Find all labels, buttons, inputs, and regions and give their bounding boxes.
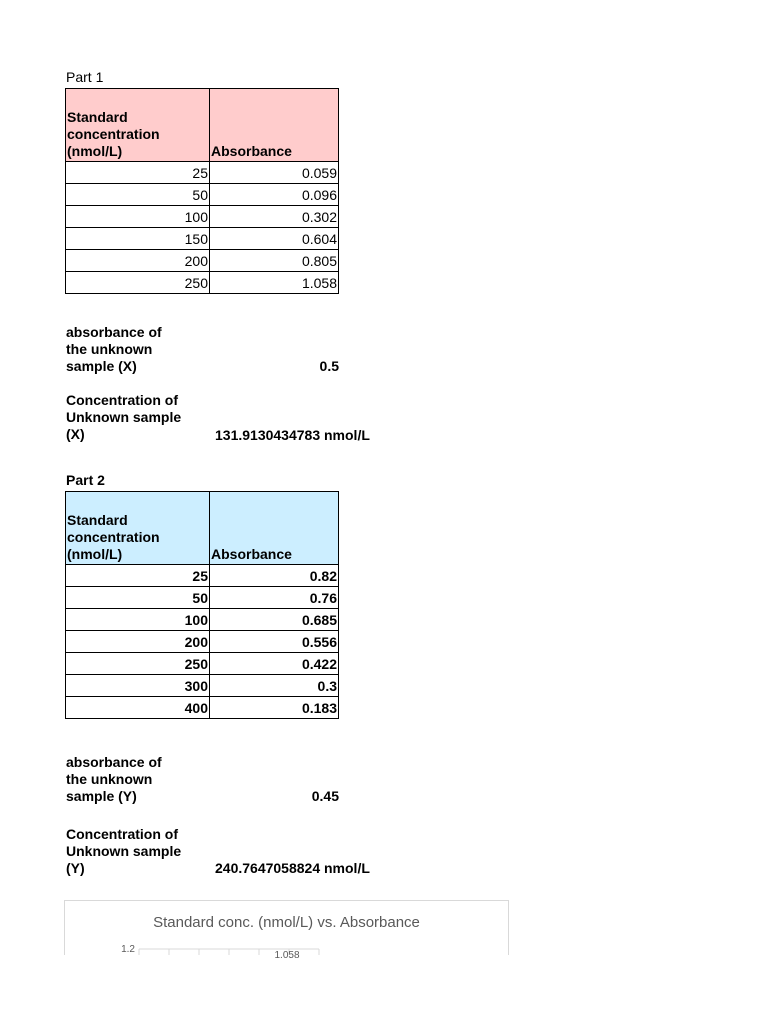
unknown-y-absorbance-label: absorbance of the unknown sample (Y): [66, 754, 162, 804]
concentration-cell: 250: [66, 272, 210, 294]
table-row: [66, 609, 339, 631]
table-header-row: [66, 89, 339, 162]
table-row: [66, 162, 339, 184]
absorbance-cell: 1.058: [210, 272, 339, 294]
concentration-cell: 200: [66, 250, 210, 272]
concentration-cell: 25: [66, 565, 210, 587]
unknown-x-absorbance-value: 0.5: [319, 358, 339, 374]
absorbance-cell: 0.604: [210, 228, 339, 250]
concentration-cell: 200: [66, 631, 210, 653]
part1-table: [65, 88, 339, 294]
absorbance-cell: 0.183: [210, 697, 339, 719]
concentration-cell: 50: [66, 587, 210, 609]
unknown-y-concentration-label: Concentration of Unknown sample (Y): [66, 826, 182, 876]
y-tick-label: 1.2: [121, 944, 135, 955]
unknown-x-concentration-value: 131.9130434783 nmol/L: [215, 427, 370, 443]
data-label: 1.058: [274, 950, 300, 961]
concentration-cell: 400: [66, 697, 210, 719]
table-row: [66, 228, 339, 250]
header-absorbance: Absorbance: [210, 89, 339, 162]
absorbance-cell: 0.096: [210, 184, 339, 206]
unknown-y-absorbance-value: 0.45: [311, 788, 339, 804]
concentration-cell: 150: [66, 228, 210, 250]
concentration-cell: 50: [66, 184, 210, 206]
absorbance-cell: 0.422: [210, 653, 339, 675]
absorbance-cell: 0.556: [210, 631, 339, 653]
unknown-x-absorbance-label: absorbance of the unknown sample (X): [66, 324, 162, 374]
table-row: [66, 272, 339, 294]
header-absorbance: Absorbance: [210, 492, 339, 565]
absorbance-cell: 0.82: [210, 565, 339, 587]
chart-plot-area: [65, 901, 508, 961]
chart-container: [64, 900, 509, 961]
absorbance-cell: 0.059: [210, 162, 339, 184]
header-standard-concentration: Standard concentration (nmol/L): [66, 492, 210, 565]
unknown-x-concentration-label: Concentration of Unknown sample (X): [66, 392, 182, 442]
table-row: [66, 250, 339, 272]
part2-title: Part 2: [66, 472, 105, 488]
table-row: [66, 587, 339, 609]
concentration-cell: 100: [66, 206, 210, 228]
concentration-cell: 300: [66, 675, 210, 697]
table-row: [66, 184, 339, 206]
absorbance-cell: 0.685: [210, 609, 339, 631]
table-row: [66, 206, 339, 228]
table-row: [66, 631, 339, 653]
table-header-row: [66, 492, 339, 565]
chart-title: Standard conc. (nmol/L) vs. Absorbance: [153, 914, 420, 931]
absorbance-cell: 0.302: [210, 206, 339, 228]
unknown-y-concentration-value: 240.7647058824 nmol/L: [215, 860, 370, 876]
concentration-cell: 25: [66, 162, 210, 184]
table-row: [66, 565, 339, 587]
part1-title: Part 1: [66, 69, 104, 85]
header-standard-concentration: Standard concentration (nmol/L): [66, 89, 210, 162]
table-row: [66, 675, 339, 697]
concentration-cell: 250: [66, 653, 210, 675]
table-row: [66, 653, 339, 675]
absorbance-cell: 0.805: [210, 250, 339, 272]
absorbance-cell: 0.3: [210, 675, 339, 697]
table-row: [66, 697, 339, 719]
absorbance-cell: 0.76: [210, 587, 339, 609]
part2-table: [65, 491, 339, 719]
concentration-cell: 100: [66, 609, 210, 631]
